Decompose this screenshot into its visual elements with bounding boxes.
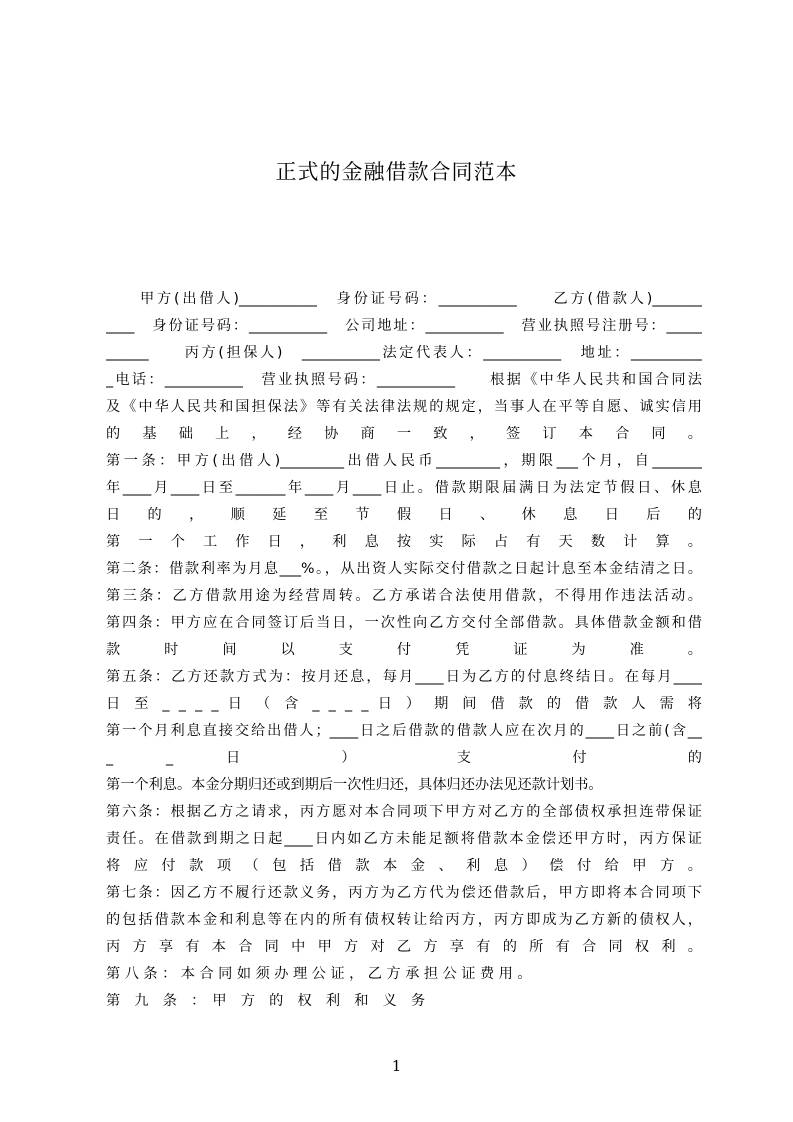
article-3-line: 第三条：乙方借款用途为经营周转。乙方承诺合法使用借款，不得用作违法活动。 bbox=[106, 588, 702, 604]
text-line: 的包括借款本金和利息等在内的所有债权转让给丙方，丙方即成为乙方新的债权人， bbox=[106, 912, 702, 928]
text-line: _ _ 日 ） 支 付 的 bbox=[106, 750, 702, 766]
text-line: 年____月____日至_______年____月____日止。借款期限届满日为法定节假日、休息 bbox=[106, 480, 702, 496]
text-line: _电话：___________ 营业执照号码：___________ 根据《中华人民共和国合同法 bbox=[106, 372, 702, 388]
text-line: 第一个月利息直接交给出借人；____日之后借款的借款人应在次月的____日之前(含__ bbox=[106, 723, 702, 739]
text-line: 将 应 付 款 项 （ 包 括 借 款 本 金 、 利 息 ） 偿 付 给 甲 方 。 bbox=[106, 858, 702, 874]
text-line: 责任。在借款到期之日起____日内如乙方未能足额将借款本金偿还甲方时，丙方保证 bbox=[106, 831, 702, 847]
article-7-line: 第七条：因乙方不履行还款义务，丙方为乙方代为偿还借款后，甲方即将本合同项下 bbox=[106, 885, 702, 901]
text-line: 的 基 础 上 ， 经 协 商 一 致 ， 签 订 本 合 同 。 bbox=[106, 426, 702, 442]
article-5-line: 第五条：乙方还款方式为：按月还息，每月____日为乙方的付息终结日。在每月____ bbox=[106, 669, 702, 685]
article-4-line: 第四条：甲方应在合同签订后当日，一次性向乙方交付全部借款。具体借款金额和借 bbox=[106, 615, 702, 631]
text-line: 款 时 间 以 支 付 凭 证 为 准 。 bbox=[106, 642, 702, 658]
text-line: 第 一 个 工 作 日 ， 利 息 按 实 际 占 有 天 数 计 算 。 bbox=[106, 534, 702, 550]
contract-body bbox=[106, 286, 702, 1015]
article-6-line: 第六条：根据乙方之请求，丙方愿对本合同项下甲方对乙方的全部债权承担连带保证 bbox=[106, 804, 702, 820]
article-8-line: 第 八 条 ： 本 合 同 如 须 办 理 公 证 ， 乙 方 承 担 公 证 费 用 。 bbox=[106, 966, 532, 982]
text-line: 第一个利息。本金分期归还或到期后一次性归还，具体归还办法见还款计划书。 bbox=[106, 777, 603, 793]
text-line: ______ 丙方(担保人) ___________法定代表人：___________ 地址：__________ bbox=[106, 345, 702, 361]
article-2-line: 第二条：借款利率为月息___%。，从出资人实际交付借款之日起计息至本金结清之日。 bbox=[106, 561, 702, 577]
text-line: 丙 方 享 有 本 合 同 中 甲 方 对 乙 方 享 有 的 所 有 合 同 权 利 。 bbox=[106, 939, 702, 955]
article-9-heading: 第 九 条 ： 甲 方 的 权 利 和 义 务 bbox=[106, 993, 426, 1009]
page-number: 1 bbox=[391, 1057, 402, 1075]
article-1-line: 第一条：甲方(出借人)_________出借人民币_________，期限___个月，自_______ bbox=[106, 453, 702, 469]
text-line: ____ 身份证号码：___________ 公司地址：___________ 营业执照号注册号：_____ bbox=[106, 318, 702, 334]
text-line: 及《中华人民共和国担保法》等有关法律法规的规定，当事人在平等自愿、诚实信用 bbox=[106, 399, 702, 415]
text-line: 日 至 _ _ _ _ 日 （ 含 _ _ _ _ 日 ） 期 间 借 款 的 借 款 人 需 将 bbox=[106, 696, 702, 712]
document-title: 正式的金融借款合同范本 bbox=[275, 160, 518, 185]
text-line: 日 的 ， 顺 延 至 节 假 日 、 休 息 日 后 的 bbox=[106, 507, 702, 523]
text-line: 甲方(出借人)___________ 身份证号码：___________ 乙方(借款人)_______ bbox=[140, 291, 702, 307]
